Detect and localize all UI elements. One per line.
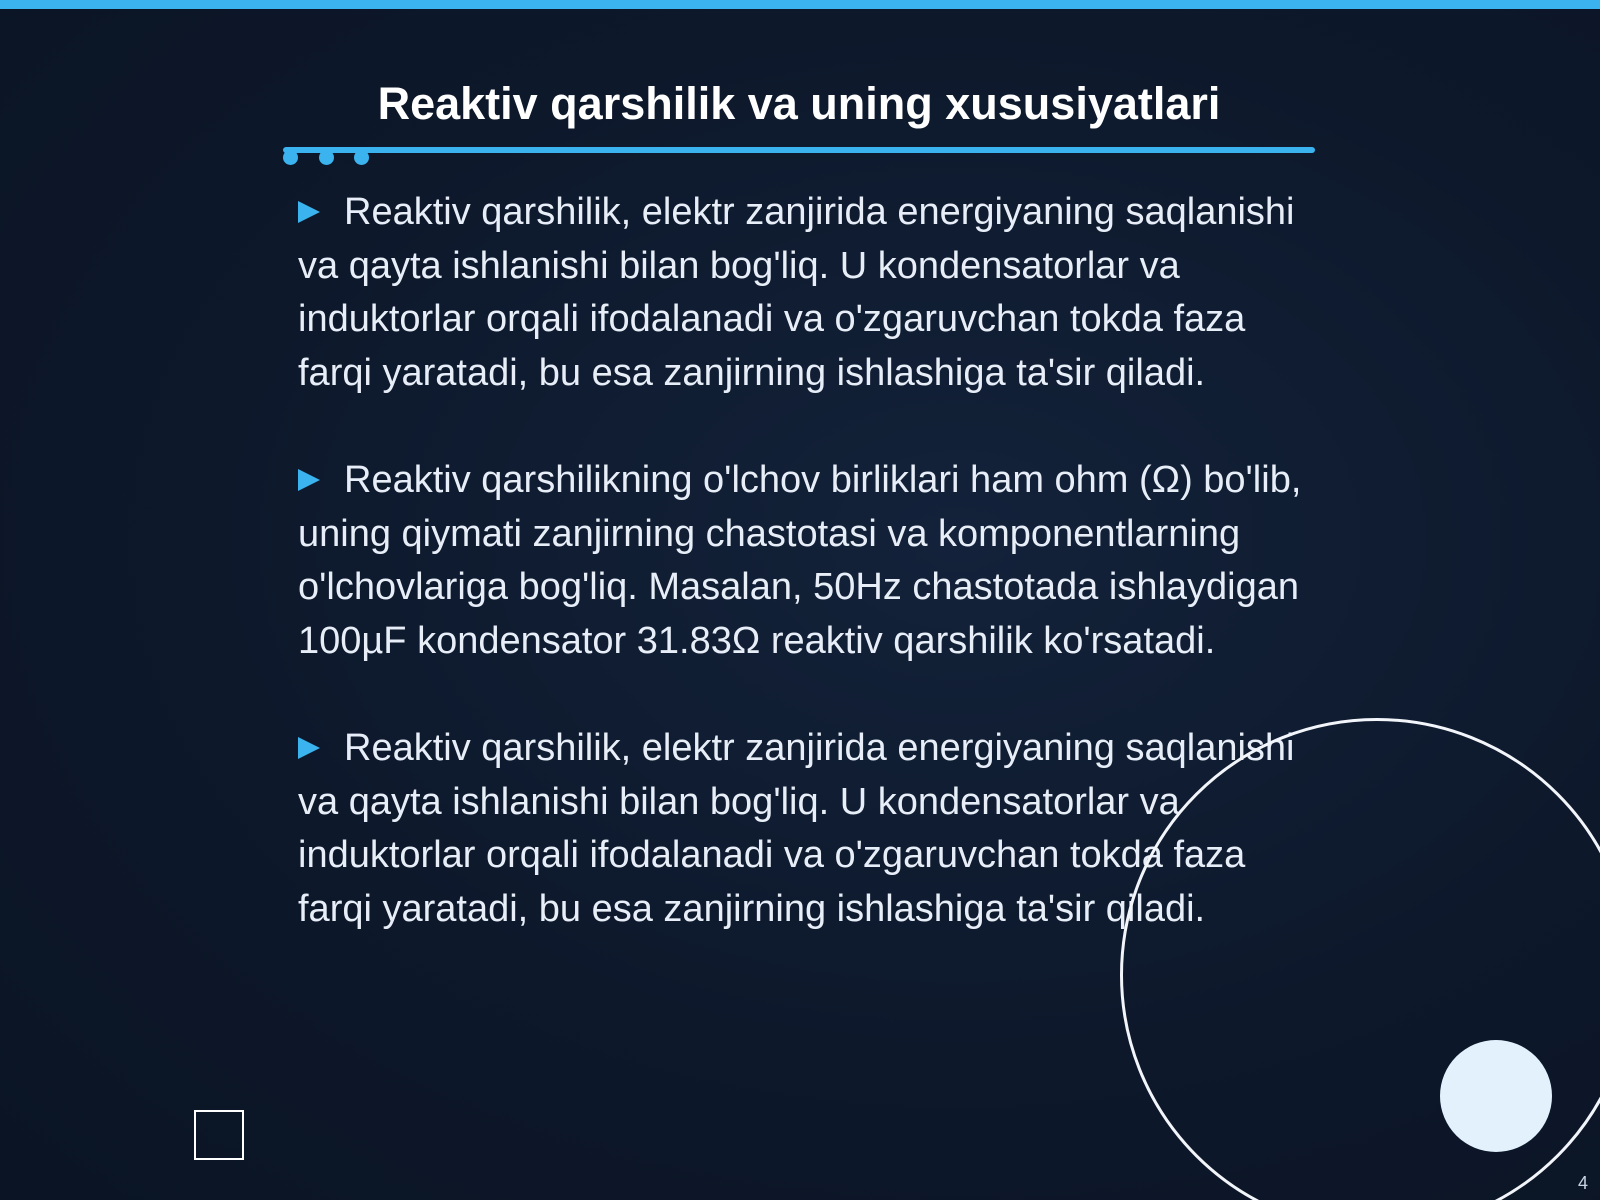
slide-title: Reaktiv qarshilik va uning xususiyatlari xyxy=(377,78,1221,129)
triangle-right-icon xyxy=(298,469,320,491)
page-number: 4 xyxy=(1577,1173,1588,1193)
bullet-item xyxy=(298,186,1308,400)
title-underline xyxy=(283,147,1315,153)
decorative-disc xyxy=(1440,1040,1552,1152)
bullet-item xyxy=(298,454,1308,668)
decorative-dot xyxy=(354,150,369,165)
bullet-text: Reaktiv qarshilik, elektr zanjirida energiyaning saqlanishi va qayta ishlanishi bilan bog'liq. U kondensatorlar va induktorlar orqali ifodalanadi va o'zgaruvchan tokda faza farqi yaratadi, bu esa zanjirning ishlashiga ta'sir qiladi. xyxy=(298,191,1295,394)
decorative-square-outline xyxy=(194,1110,244,1160)
triangle-right-icon xyxy=(298,737,320,759)
bullet-text: Reaktiv qarshilik, elektr zanjirida energiyaning saqlanishi va qayta ishlanishi bilan bog'liq. U kondensatorlar va induktorlar orqali ifodalanadi va o'zgaruvchan tokda faza farqi yaratadi, bu esa zanjirning ishlashiga ta'sir qiladi. xyxy=(298,727,1295,930)
bullet-text: Reaktiv qarshilikning o'lchov birliklari ham ohm (Ω) bo'lib, uning qiymati zanjirning chastotasi va komponentlarning o'lchovlariga bog'liq. Masalan, 50Hz chastotada ishlaydigan 100µF kondensator 31.83Ω reaktiv qarshilik ko'rsatadi. xyxy=(298,459,1302,662)
triangle-right-icon xyxy=(298,201,320,223)
decorative-dot xyxy=(319,150,334,165)
top-accent-bar xyxy=(0,0,1600,9)
decorative-dot xyxy=(283,150,298,165)
